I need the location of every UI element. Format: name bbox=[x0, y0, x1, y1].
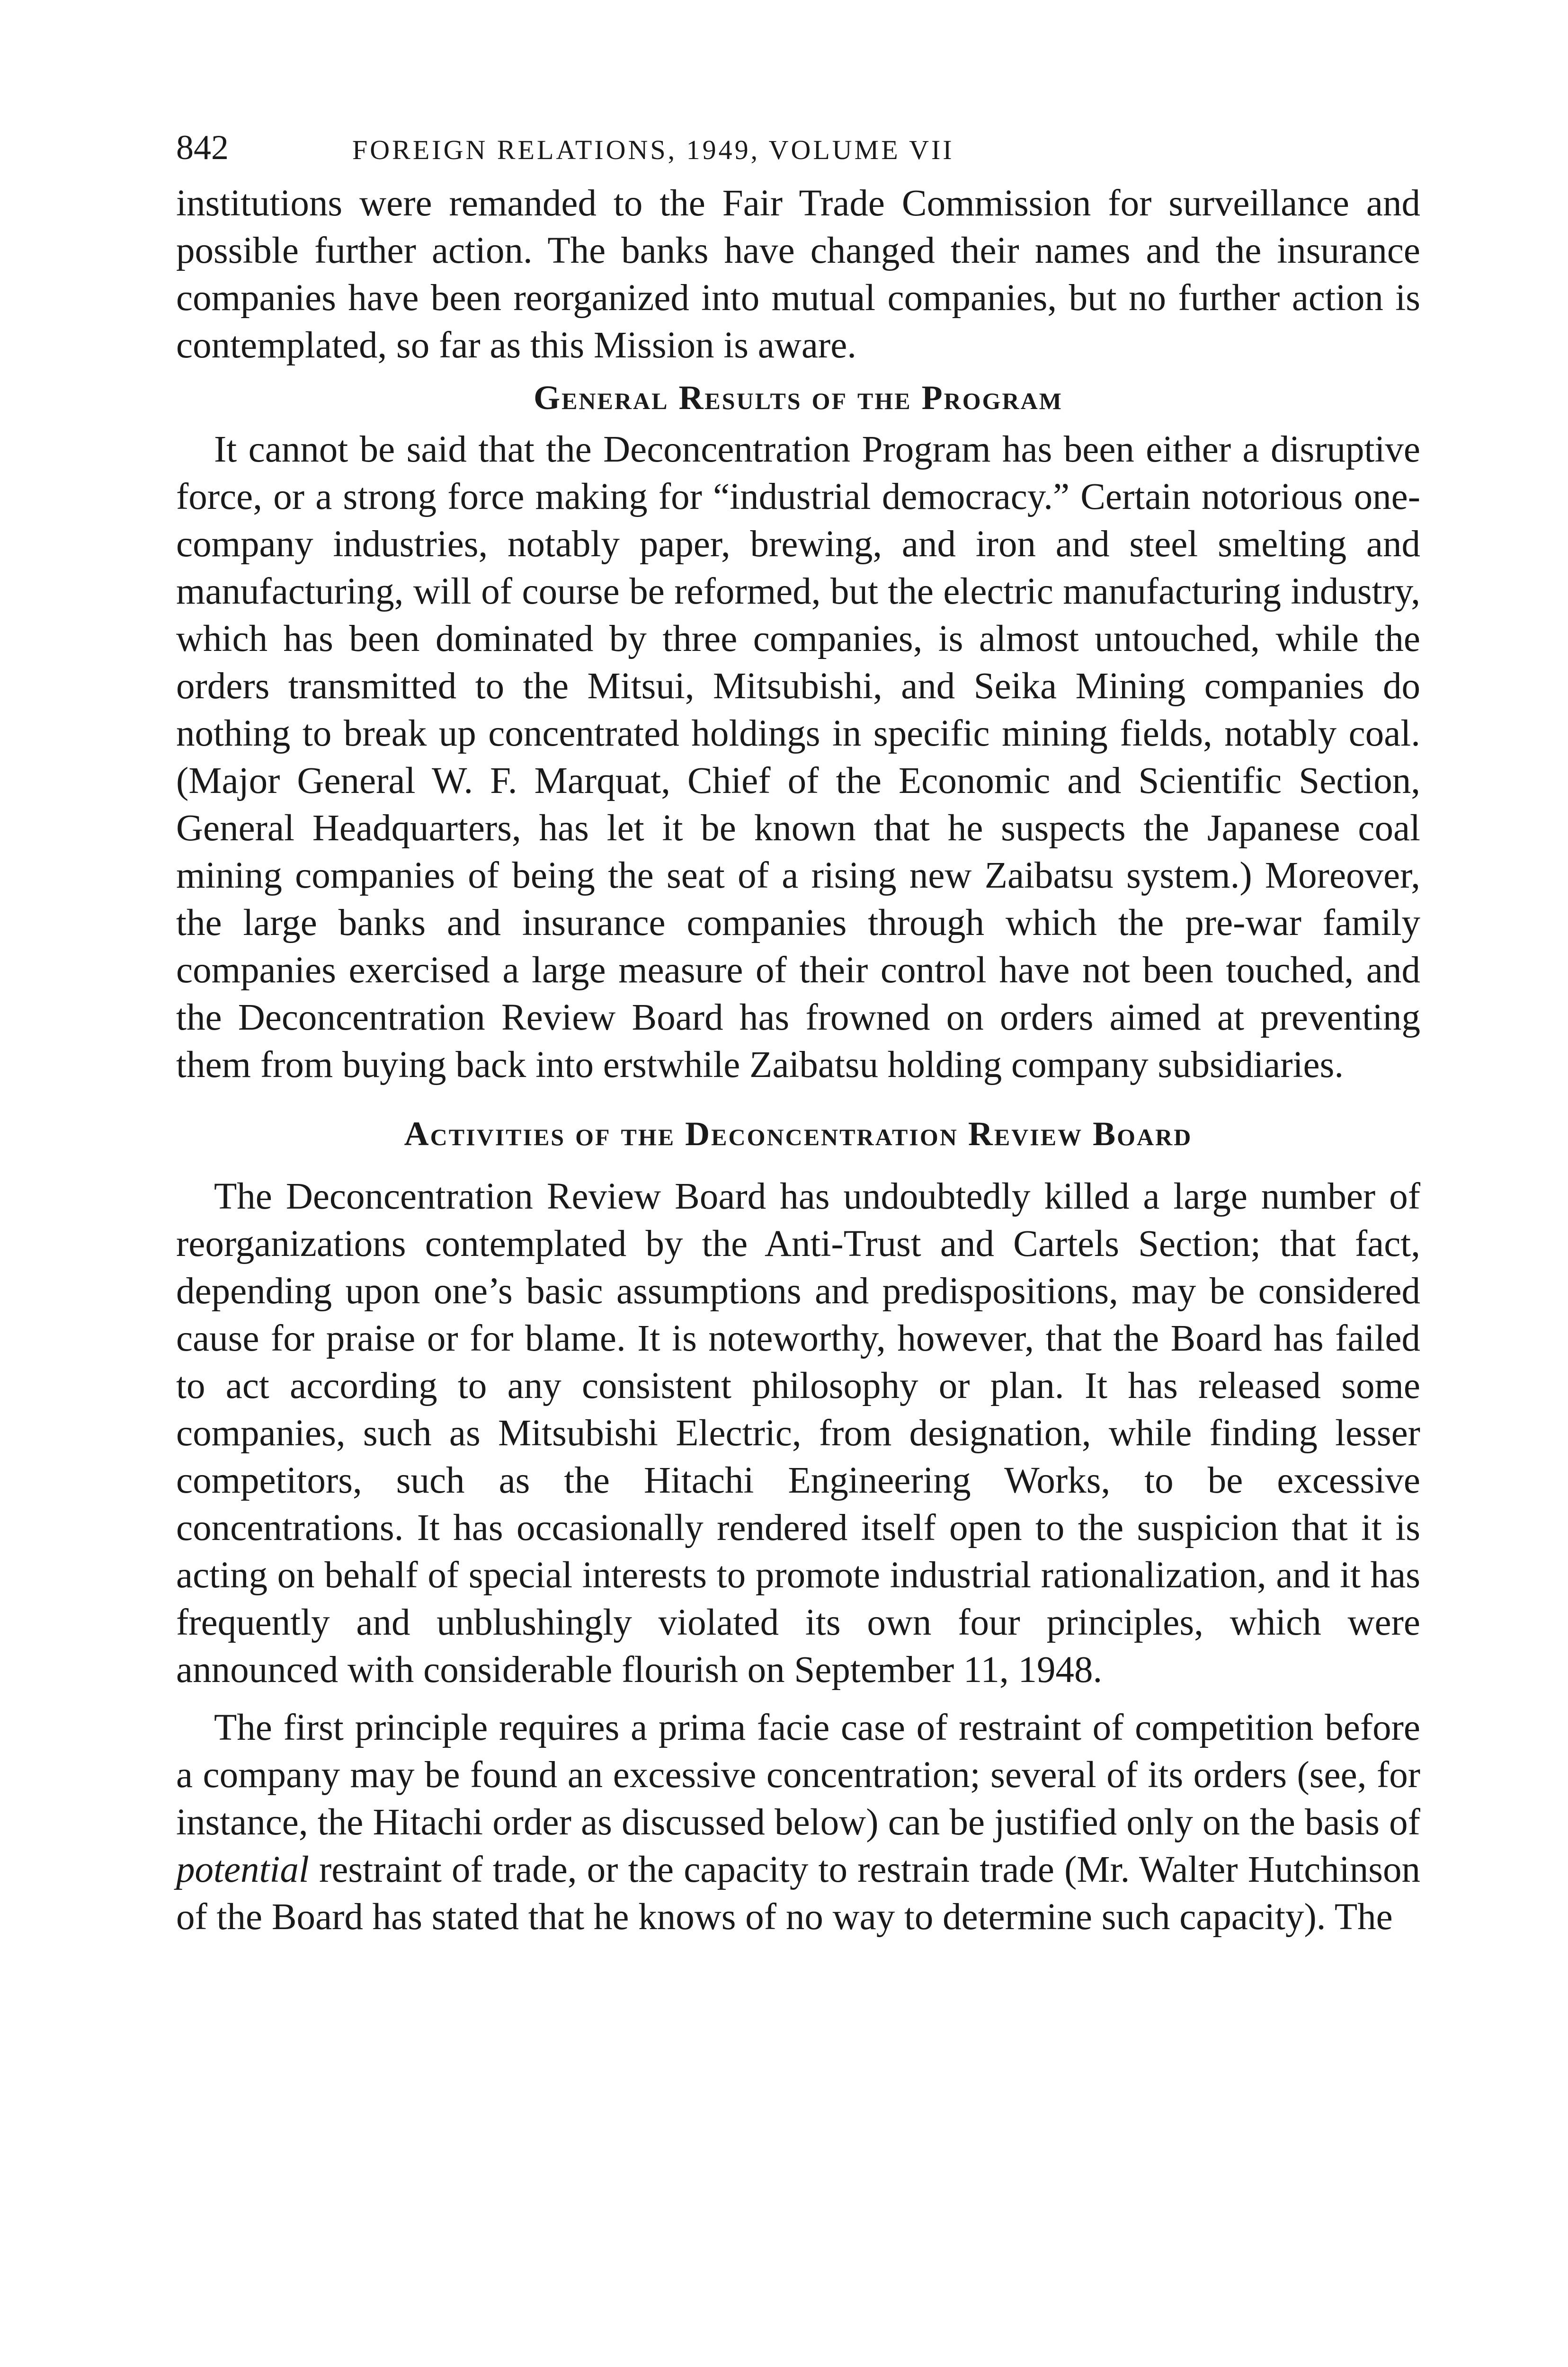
first-principle-text-a: The first principle requires a prima facie case of restraint of competition before a company may be found an excessive concentration; several of its orders (see, for instance, the Hitachi order as discussed below) can be justified only on the basis of bbox=[176, 1707, 1420, 1843]
document-page bbox=[176, 128, 1420, 1941]
paragraph-general-results: It cannot be said that the Deconcentration Program has been either a disruptive force, or a strong force making for “industrial democracy.” Certain notorious one-company industries, notably paper, brewing, and iron and steel smelting and manufacturing, will of course be reformed, but the electric manufacturing industry, which has been dominated by three companies, is almost untouched, while the orders transmitted to the Mitsui, Mitsubishi, and Seika Mining companies do nothing to break up concentrated holdings in specific mining fields, notably coal. (Major General W. F. Marquat, Chief of the Economic and Scientific Section, General Headquarters, has let it be known that he suspects the Japanese coal mining companies of being the seat of a rising new Zaibatsu system.) Moreover, the large banks and insurance companies through which the pre-war family companies exercised a large measure of their control have not been touched, and the Deconcentration Review Board has frowned on orders aimed at preventing them from buying back into erstwhile Zaibatsu holding company subsidiaries. bbox=[176, 429, 1420, 1086]
paragraph-first-principle bbox=[176, 1704, 1420, 1941]
running-title: FOREIGN RELATIONS, 1949, VOLUME VII bbox=[352, 134, 954, 165]
paragraph-continuation: institutions were remanded to the Fair Trade Commission for surveillance and possible further action. The banks have changed their names and the insurance companies have been reorganized into mutual companies, but no further action is contemplated, so far as this Mission is aware. bbox=[176, 183, 1420, 366]
section-heading-review-board: Activities of the Deconcentration Review Board bbox=[404, 1115, 1193, 1153]
emphasis-potential: potential bbox=[176, 1849, 309, 1890]
running-header bbox=[176, 128, 1420, 180]
first-principle-text-b: restraint of trade, or the capacity to restrain trade (Mr. Walter Hutchinson of the Board has stated that he knows of no way to determine such capacity). The bbox=[176, 1849, 1420, 1938]
page-number: 842 bbox=[176, 128, 229, 167]
section-heading-general-results: General Results of the Program bbox=[534, 379, 1063, 417]
paragraph-review-board: The Deconcentration Review Board has undoubtedly killed a large number of reorganizations contemplated by the Anti-Trust and Cartels Section; that fact, depending upon one’s basic assumptions and predispositions, may be considered cause for praise or for blame. It is noteworthy, however, that the Board has failed to act according to any consistent philosophy or plan. It has released some companies, such as Mitsubishi Electric, from designation, while finding lesser competitors, such as the Hitachi Engineering Works, to be excessive concentrations. It has occasionally rendered itself open to the suspicion that it is acting on behalf of special interests to promote industrial rationalization, and it has frequently and unblushingly violated its own four principles, which were announced with considerable flourish on September 11, 1948. bbox=[176, 1176, 1420, 1691]
